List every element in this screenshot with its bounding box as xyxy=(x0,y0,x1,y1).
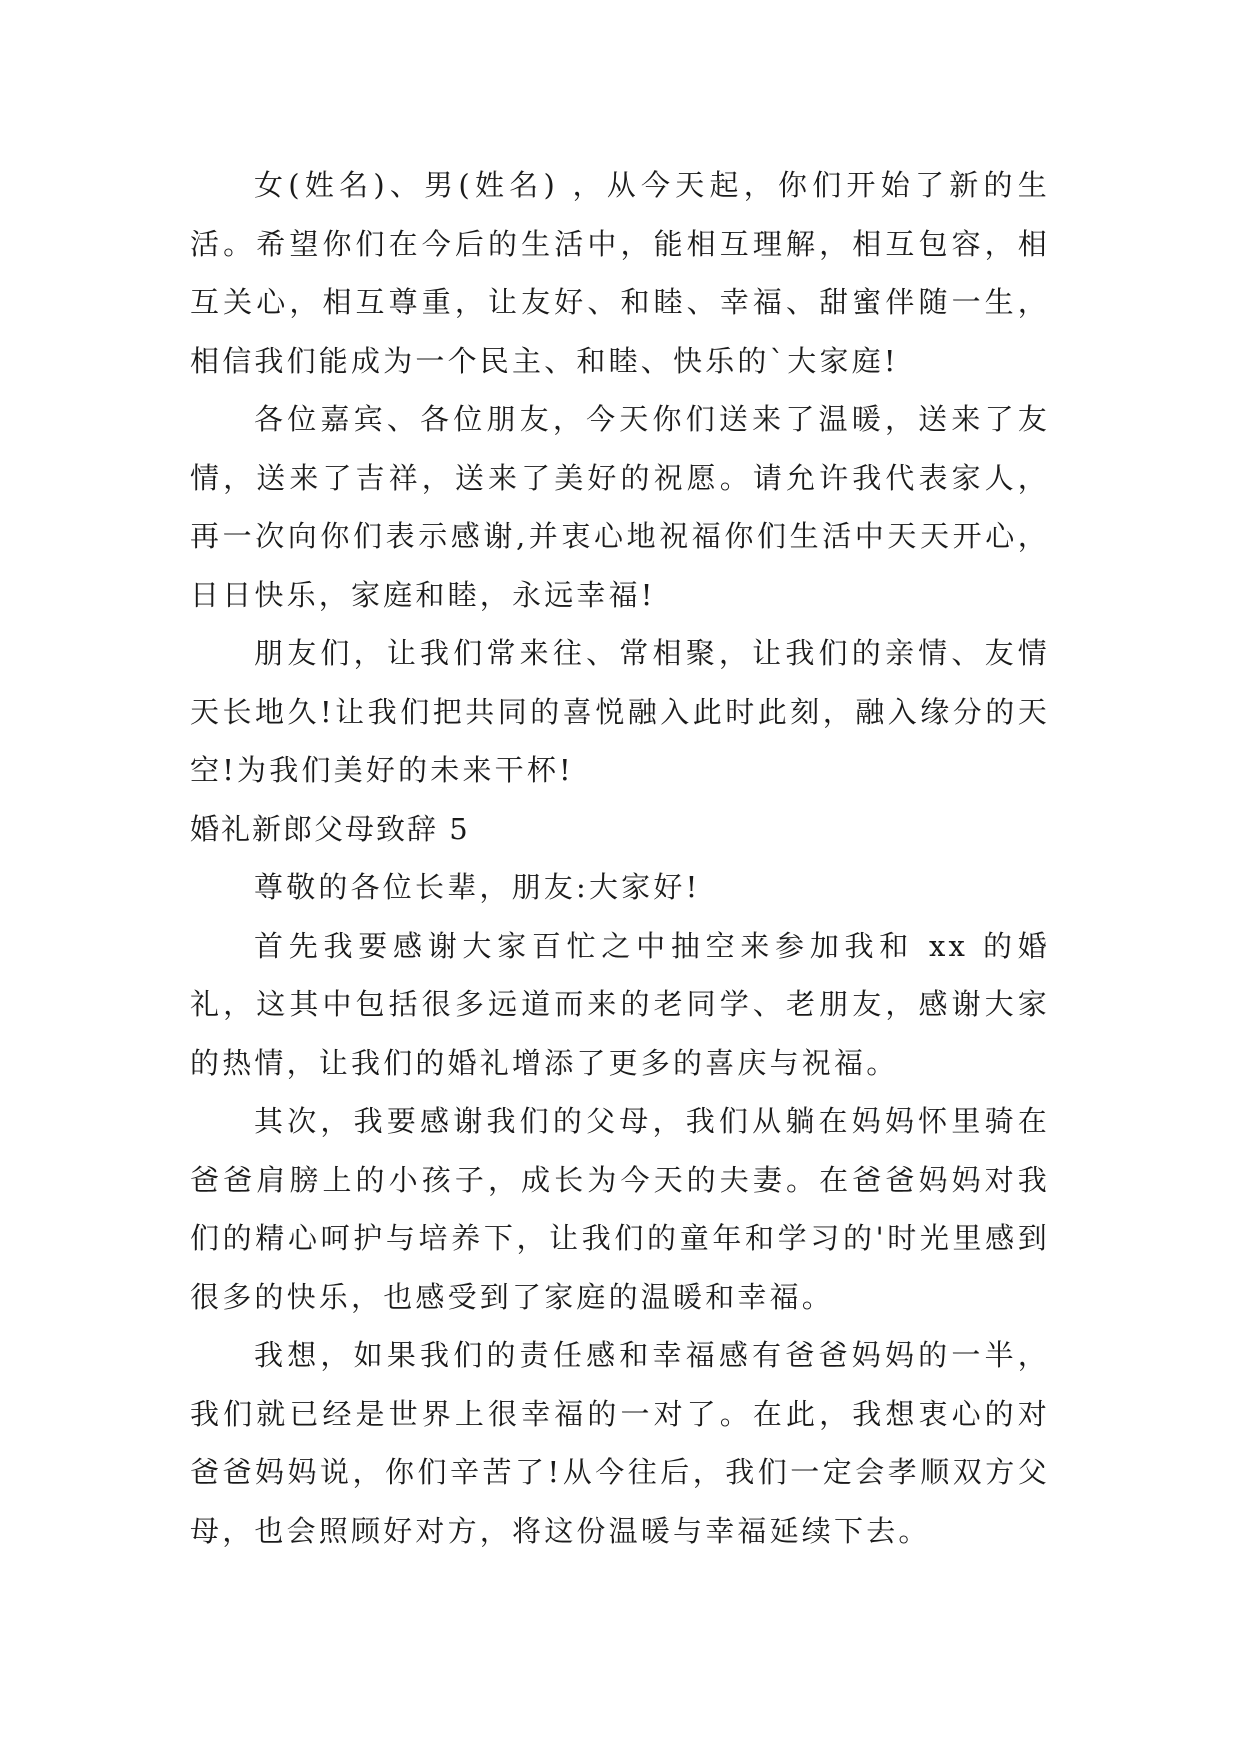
paragraph-greeting: 尊敬的各位长辈，朋友:大家好! xyxy=(254,870,701,904)
paragraph-thanks-parents: 其次，我要感谢我们的父母，我们从躺在妈妈怀里骑在爸爸肩膀上的小孩子，成长为今天的夫妻。在爸爸妈妈对我们的精心呵护与培养下，让我们的童年和学习的'时光里感到很多的快乐，也感受到了家庭的温暖和幸福。 xyxy=(190,1104,1050,1314)
section-heading: 婚礼新郎父母致辞 5 xyxy=(190,811,470,846)
document-body xyxy=(190,156,1050,1560)
paragraph-thanks-guests: 各位嘉宾、各位朋友，今天你们送来了温暖，送来了友情，送来了吉祥，送来了美好的祝愿。请允许我代表家人，再一次向你们表示感谢,并衷心地祝福你们生活中天天开心，日日快乐，家庭和睦，永远幸福! xyxy=(190,402,1050,612)
paragraph-promise: 我想，如果我们的责任感和幸福感有爸爸妈妈的一半，我们就已经是世界上很幸福的一对了。在此，我想衷心的对爸爸妈妈说，你们辛苦了!从今往后，我们一定会孝顺双方父母，也会照顾好对方，将这份温暖与幸福延续下去。 xyxy=(190,1338,1050,1548)
paragraph-toast: 朋友们，让我们常来往、常相聚，让我们的亲情、友情天长地久!让我们把共同的喜悦融入此时此刻，融入缘分的天空!为我们美好的未来干杯! xyxy=(190,636,1050,787)
paragraph-thanks-attendance: 首先我要感谢大家百忙之中抽空来参加我和 xx 的婚礼，这其中包括很多远道而来的老同学、老朋友，感谢大家的热情，让我们的婚礼增添了更多的喜庆与祝福。 xyxy=(190,928,1050,1080)
paragraph-newlyweds-blessing: 女(姓名)、男(姓名) ，从今天起，你们开始了新的生活。希望你们在今后的生活中，能相互理解，相互包容，相互关心，相互尊重，让友好、和睦、幸福、甜蜜伴随一生，相信我们能成为一个民主、和睦、快乐的`大家庭! xyxy=(190,168,1050,378)
